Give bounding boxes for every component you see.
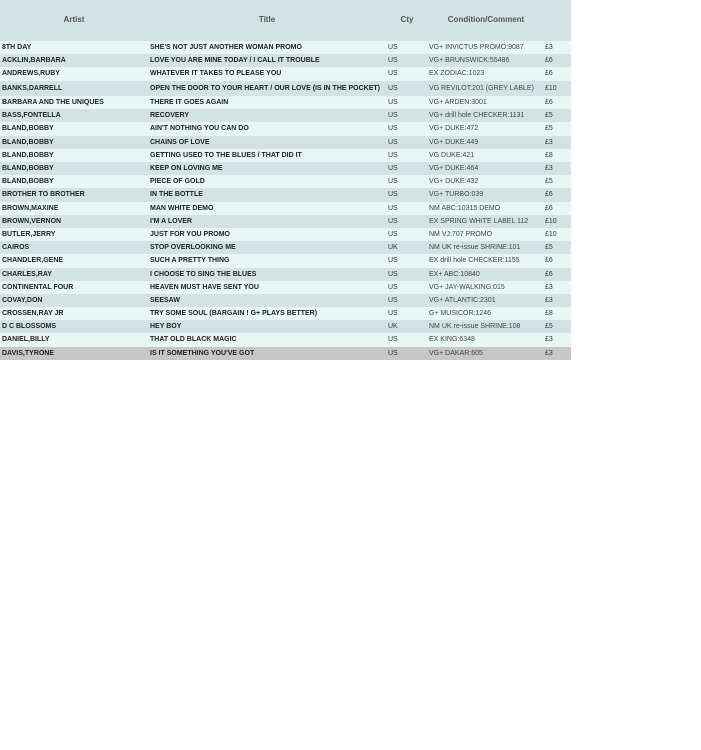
price-cell: £5 [545,244,553,252]
price-cell: £3 [545,336,553,344]
title-cell: JUST FOR YOU PROMO [150,230,230,238]
title-cell: SHE'S NOT JUST ANOTHER WOMAN PROMO [150,44,302,51]
price-cell: £6 [545,57,553,65]
table-row[interactable] [0,281,571,294]
title-cell: THAT OLD BLACK MAGIC [150,336,237,344]
title-cell: WHATEVER IT TAKES TO PLEASE YOU [150,70,282,78]
title-cell: GETTING USED TO THE BLUES / THAT DID IT [150,151,302,159]
table-row[interactable] [0,149,571,162]
condition-cell: VG+ DUKE:464 [429,165,479,172]
title-cell: SUCH A PRETTY THING [150,257,230,265]
title-column-header[interactable]: Title [258,15,276,24]
table-row[interactable] [0,41,571,54]
table-row[interactable] [0,268,571,281]
table-row[interactable] [0,241,571,254]
condition-cell: NM UK re-issue SHRINE:101 [429,244,521,252]
price-cell: £5 [545,178,553,186]
country-cell: US [388,84,398,92]
price-cell: £5 [545,125,553,133]
price-cell: £3 [545,138,553,146]
table-row[interactable] [0,162,571,175]
table-row[interactable] [0,254,571,267]
artist-cell: CONTINENTAL FOUR [2,283,74,291]
price-cell: £3 [545,165,553,172]
country-cell: US [388,191,398,199]
artist-cell: CROSSEN,RAY JR [2,310,64,318]
condition-cell: VG+ TURBO:039 [429,191,484,199]
artist-cell: BLAND,BOBBY [2,178,54,186]
title-cell: STOP OVERLOOKING ME [150,244,236,252]
artist-cell: BASS,FONTELLA [2,112,61,120]
price-cell: £10 [545,84,557,92]
condition-cell: NM VJ:707 PROMO [429,230,493,238]
title-cell: PIECE OF GOLD [150,178,205,186]
price-cell: £10 [545,217,557,225]
title-cell: IS IT SOMETHING YOU'VE GOT [150,349,255,357]
table-row[interactable] [0,109,571,122]
condition-cell: VG+ DUKE:449 [429,138,479,146]
artist-column-header[interactable]: Artist [63,15,85,24]
condition-cell: VG REVILOT:201 (GREY LABLE) [429,84,534,92]
title-cell: TRY SOME SOUL (BARGAIN ! G+ PLAYS BETTER) [150,310,318,318]
table-row[interactable] [0,307,571,320]
price-cell: £6 [545,204,553,212]
country-cell: US [388,138,398,146]
title-cell: RECOVERY [150,112,190,120]
price-cell: £6 [545,270,553,278]
condition-cell: NM UK re-issue SHRINE:108 [429,323,521,331]
condition-cell: VG+ ARDEN:3001 [429,99,487,107]
price-cell: £5 [545,112,553,120]
table-row[interactable] [0,202,571,215]
price-cell: £3 [545,44,553,51]
country-cell: UK [388,244,398,252]
table-row[interactable] [0,333,571,346]
condition-cell: VG+ DAKAR:605 [429,349,483,357]
table-row[interactable] [0,67,571,80]
title-cell: OPEN THE DOOR TO YOUR HEART / OUR LOVE (IS IN THE POCKET) [150,84,380,92]
country-cell: US [388,296,398,304]
condition-cell: VG+ INVICTUS PROMO:9087 [429,44,524,51]
table-row[interactable] [0,96,571,109]
price-cell: £6 [545,257,553,265]
title-cell: MAN WHITE DEMO [150,204,214,212]
price-cell: £5 [545,323,553,331]
condition-cell: EX SPRING WHITE LABEL 112 [429,217,529,225]
artist-cell: BLAND,BOBBY [2,165,54,172]
condition-cell: G+ MUSICOR:1246 [429,310,492,318]
price-cell: £8 [545,310,553,318]
table-row[interactable] [0,188,571,201]
title-cell: LOVE YOU ARE MINE TODAY / I CALL IT TROUBLE [150,57,320,65]
title-cell: HEY BOY [150,323,182,331]
title-cell: CHAINS OF LOVE [150,138,210,146]
title-cell: THERE IT GOES AGAIN [150,99,229,107]
artist-cell: BUTLER,JERRY [2,230,56,238]
country-cell: US [388,112,398,120]
record-list-sheet [0,0,571,360]
record-rows [0,41,571,360]
country-cell: US [388,70,398,78]
country-cell: US [388,151,398,159]
artist-cell: BROWN,VERNON [2,217,62,225]
artist-cell: BARBARA AND THE UNIQUES [2,99,104,107]
artist-cell: BROWN,MAXINE [2,204,59,212]
table-row[interactable] [0,81,571,97]
artist-cell: CHARLES,RAY [2,270,52,278]
country-cell: US [388,230,398,238]
country-cell: US [388,270,398,278]
price-cell: £6 [545,99,553,107]
title-cell: AIN'T NOTHING YOU CAN DO [150,125,249,133]
artist-cell: DAVIS,TYRONE [2,349,54,357]
condition-cell: VG+ JAY-WALKING:015 [429,283,505,291]
artist-cell: BLAND,BOBBY [2,138,54,146]
artist-cell: BLAND,BOBBY [2,151,54,159]
country-cell: US [388,204,398,212]
artist-cell: BLAND,BOBBY [2,125,54,133]
table-row[interactable] [0,122,571,135]
price-cell: £8 [545,151,553,159]
artist-cell: DANIEL,BILLY [2,336,50,344]
price-cell: £3 [545,349,553,357]
header-row [0,0,571,39]
price-cell: £6 [545,191,553,199]
artist-cell: BROTHER TO BROTHER [2,191,85,199]
country-cell: US [388,283,398,291]
condition-cell: EX+ ABC:10840 [429,270,480,278]
country-cell: US [388,178,398,186]
title-cell: HEAVEN MUST HAVE SENT YOU [150,283,259,291]
condition-cell: EX drill hole CHECKER:1155 [429,257,520,265]
artist-cell: ACKLIN,BARBARA [2,57,66,65]
country-cell: US [388,336,398,344]
artist-cell: D C BLOSSOMS [2,323,57,331]
table-row[interactable] [0,215,571,228]
condition-column-header[interactable]: Condition/Comment [447,15,525,24]
condition-cell: VG+ ATLANTIC:2301 [429,296,496,304]
table-row[interactable] [0,294,571,307]
price-cell: £3 [545,296,553,304]
table-row[interactable] [0,54,571,67]
table-row[interactable] [0,175,571,188]
title-cell: I'M A LOVER [150,217,192,225]
condition-cell: EX KING:6348 [429,336,475,344]
condition-cell: EX ZODIAC:1023 [429,70,485,78]
artist-cell: BANKS,DARRELL [2,84,63,92]
artist-cell: CHANDLER,GENE [2,257,64,265]
table-row[interactable] [0,347,571,360]
price-cell: £3 [545,283,553,291]
title-cell: IN THE BOTTLE [150,191,203,199]
table-row[interactable] [0,136,571,149]
artist-cell: ANDREWS,RUBY [2,70,60,78]
artist-cell: COVAY,DON [2,296,43,304]
artist-cell: 8TH DAY [2,44,32,51]
title-cell: SEESAW [150,296,180,304]
country-column-header[interactable]: Cty [400,15,414,24]
condition-cell: VG DUKE:421 [429,151,475,159]
title-cell: KEEP ON LOVING ME [150,165,223,172]
country-cell: US [388,165,398,172]
country-cell: US [388,57,398,65]
country-cell: US [388,310,398,318]
condition-cell: VG+ drill hole CHECKER:1131 [429,112,525,120]
artist-cell: CAIROS [2,244,30,252]
country-cell: US [388,349,398,357]
condition-cell: VG+ DUKE:432 [429,178,479,186]
country-cell: US [388,217,398,225]
price-cell: £10 [545,230,557,238]
table-row[interactable] [0,320,571,333]
country-cell: US [388,257,398,265]
country-cell: US [388,99,398,107]
country-cell: US [388,44,398,51]
country-cell: US [388,125,398,133]
title-cell: I CHOOSE TO SING THE BLUES [150,270,257,278]
country-cell: UK [388,323,398,331]
price-cell: £6 [545,70,553,78]
condition-cell: VG+ BRUNSWICK:55486 [429,57,510,65]
condition-cell: VG+ DUKE:472 [429,125,479,133]
table-row[interactable] [0,228,571,241]
condition-cell: NM ABC:10315 DEMO [429,204,501,212]
